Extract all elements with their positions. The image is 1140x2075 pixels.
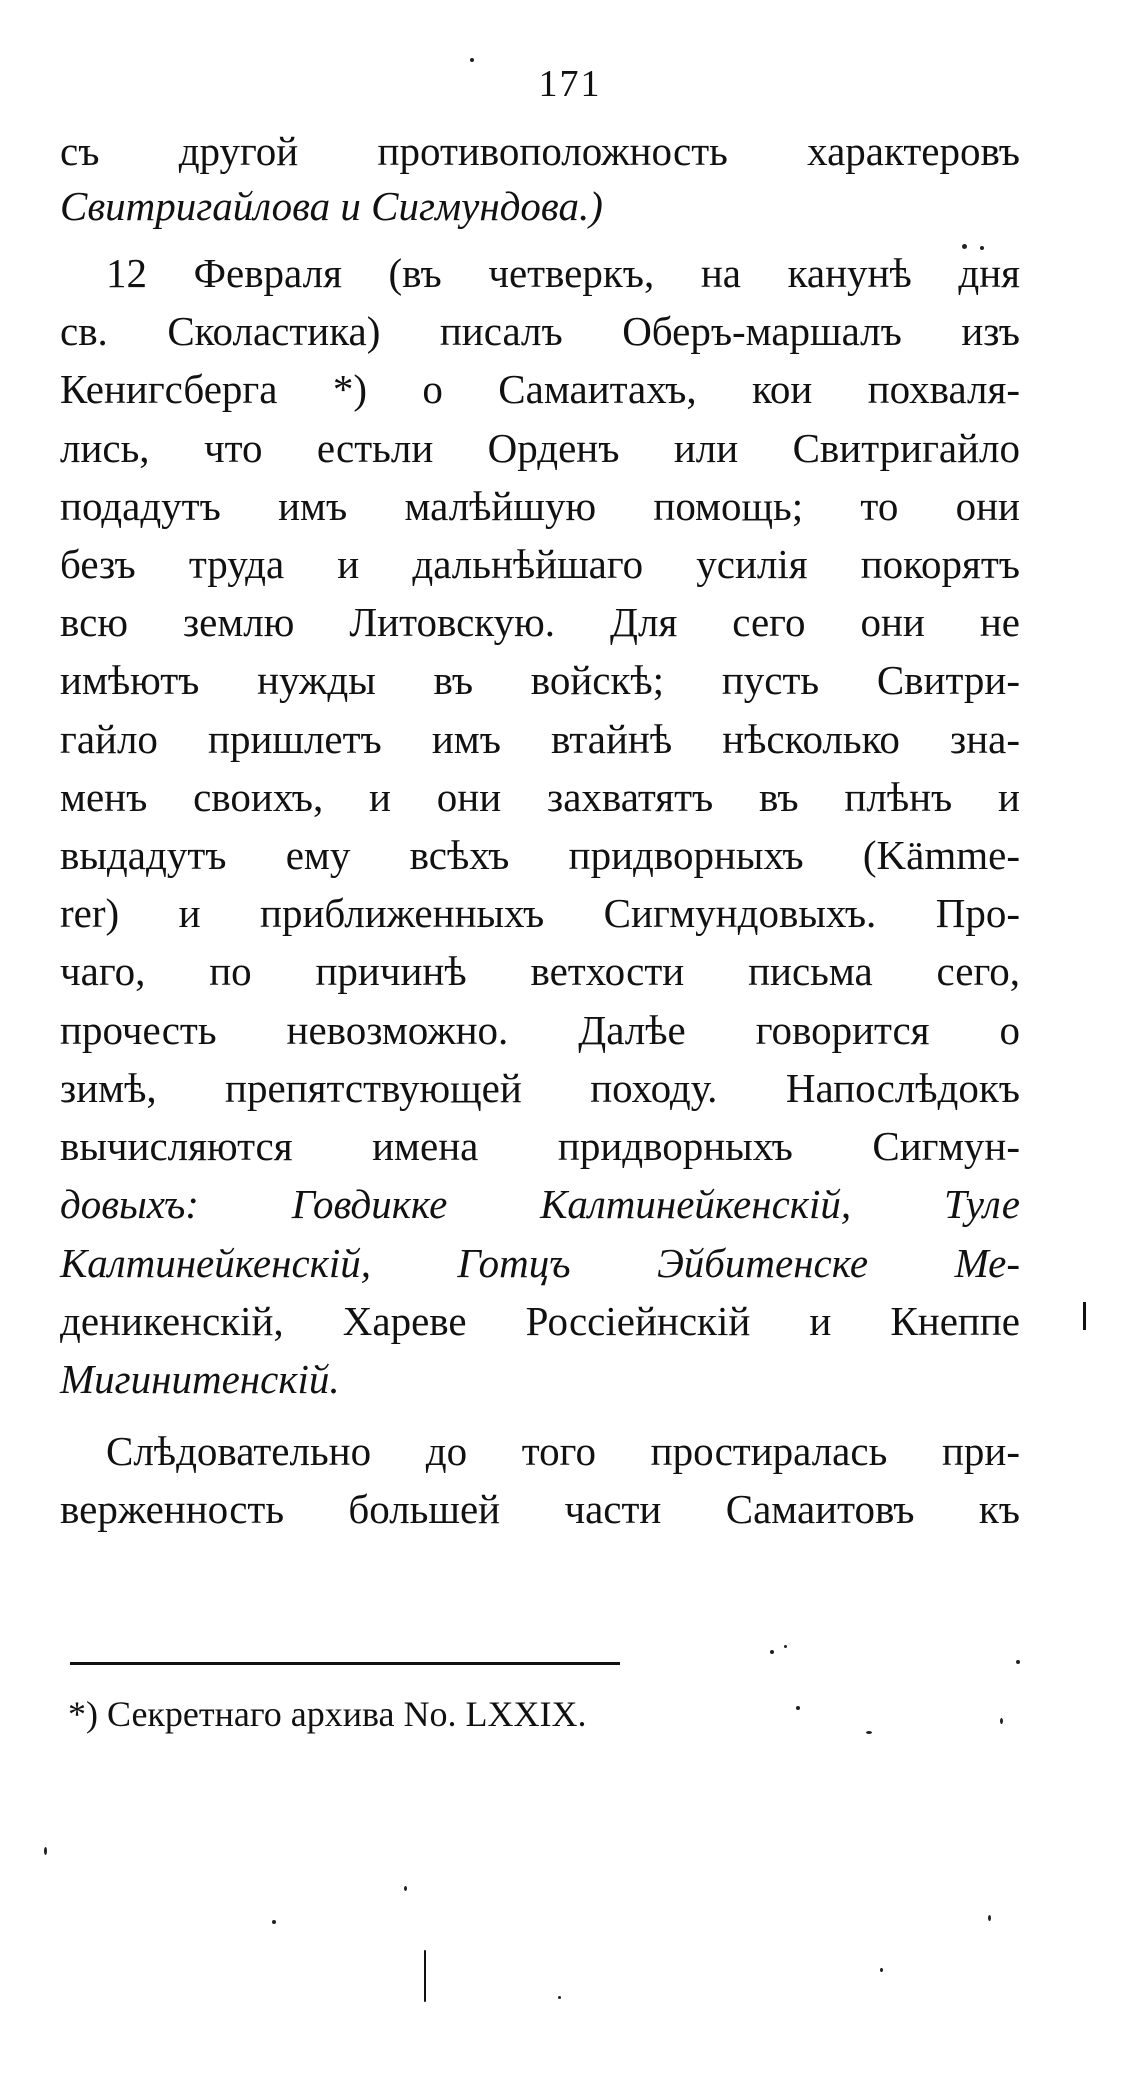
text-line: всю землю Литовскую. Для сего они не (60, 599, 1020, 645)
text-line (60, 1173, 1020, 1235)
scan-speck (796, 1706, 800, 1710)
scan-speck (988, 1915, 991, 1921)
scan-speck (784, 1645, 787, 1648)
text-line (60, 175, 1020, 237)
scan-speck (558, 1996, 561, 1999)
scan-speck (770, 1650, 774, 1654)
text-line: деникенскій, Хареве Россіейнскій и Кнеппе (60, 1298, 1020, 1344)
scan-speck (880, 1968, 883, 1972)
text-line: зимѣ, препятствующей походу. Напослѣдокъ (60, 1065, 1020, 1111)
text-line: прочесть невозможно. Далѣе говорится о (60, 1007, 1020, 1053)
italic-text: Свитригайлова и Сигмундова.) (60, 183, 603, 229)
text-line (60, 1232, 1020, 1294)
text-line: Слѣдовательно до того простиралась при- (106, 1428, 1020, 1474)
text-line: менъ своихъ, и они захватятъ въ плѣнъ и (60, 774, 1020, 820)
text-line: вычисляются имена придворныхъ Сигмун- (60, 1123, 1020, 1169)
italic-text: довыхъ: Говдикке Калтинейкенскій, Туле (60, 1181, 1020, 1227)
text-line: выдадутъ ему всѣхъ придворныхъ (Kämme- (60, 832, 1020, 878)
scan-speck (962, 244, 967, 249)
italic-text: Мигинитенскій. (60, 1356, 340, 1402)
scan-speck (1000, 1718, 1003, 1724)
scan-speck (1016, 1660, 1020, 1664)
page-number: 171 (538, 63, 602, 105)
scan-speck (980, 246, 984, 250)
text-line: гайло пришлетъ имъ втайнѣ нѣсколько зна- (60, 716, 1020, 762)
scan-speck (404, 1886, 407, 1891)
margin-mark (424, 1950, 426, 2002)
text-line: лись, что естьли Орденъ или Свитригайло (60, 425, 1020, 471)
text-line: съ другой противоположность характеровъ (60, 128, 1020, 174)
text-line: Кенигсберга *) о Самаитахъ, кои похваля- (60, 366, 1020, 412)
footnote: *) Секретнаго архива No. LXXIX. (68, 1694, 587, 1734)
text-line (60, 1348, 1020, 1410)
text-line: имѣютъ нужды въ войскѣ; пусть Свитри- (60, 657, 1020, 703)
text-line: чаго, по причинѣ ветхости письма сего, (60, 948, 1020, 994)
scan-speck (470, 58, 474, 62)
scan-speck (272, 1920, 276, 1924)
text-line: подадутъ имъ малѣйшую помощь; то они (60, 483, 1020, 529)
text-line: св. Сколастика) писалъ Оберъ-маршалъ изъ (60, 308, 1020, 354)
text-line: безъ труда и дальнѣйшаго усилія покорятъ (60, 541, 1020, 587)
scan-speck (866, 1731, 872, 1734)
text-line: верженность большей части Самаитовъ къ (60, 1486, 1020, 1532)
italic-text: Калтинейкенскій, Готцъ Эйбитенске Ме- (60, 1240, 1020, 1286)
margin-mark (1083, 1302, 1086, 1330)
scan-speck (44, 1847, 47, 1855)
footnote-rule (70, 1662, 620, 1665)
text-line: rer) и приближенныхъ Сигмундовыхъ. Про- (60, 890, 1020, 936)
text-line: 12 Февраля (въ четверкъ, на канунѣ дня (106, 250, 1020, 296)
